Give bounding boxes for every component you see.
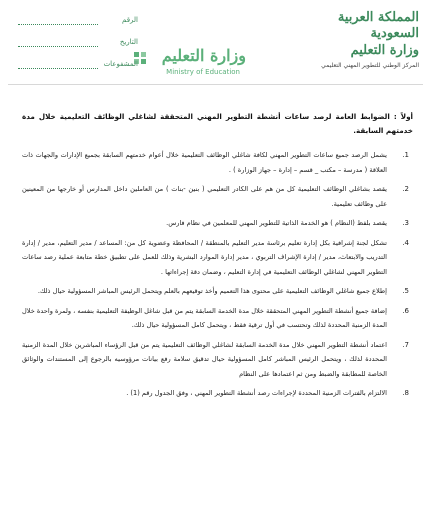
list-item: 7. اعتماد أنشطة التطوير المهني خلال مدة الخدمة السابقة لشاغلي الوظائف التعليمية يتم من قبل الرؤساء المباشرين خلال المدة الزمنية المحددة لذلك ، ويتحمل الرئيس المباشر كامل المسؤولية حيال تدقيق سلامة رفع بيانات مرؤوسيه بالرجوع إلى المستندات والوثائق الخاصة للمطابقة والضبط ومن ثم اعتمادها على النظام — [22, 340, 409, 378]
header-ministry-block — [289, 10, 419, 69]
center-title: المركز الوطني للتطوير المهني التعليمي — [321, 62, 419, 69]
field-date: التاريخ — [18, 34, 138, 56]
logo-arabic-text: وزارة التعليم — [161, 46, 246, 65]
document-body — [22, 110, 413, 406]
ministry-logo — [150, 46, 246, 82]
field-attachments: المشفوعات — [18, 56, 138, 78]
rules-list — [22, 148, 413, 401]
section-heading: أولاً : الضوابط العامة لرصد ساعات أنشطة التطوير المهني المتحققة لشاغلي الوظائف التعليمية خلال مدة خدمتهم السابقة. — [22, 112, 413, 135]
kingdom-title: المملكة العربية السعودية — [337, 10, 419, 41]
list-item: 5. إطلاع جميع شاغلي الوظائف التعليمية على محتوى هذا التعميم وأخذ توقيعهم بالعلم ويتحمل الرئيس المباشر المسؤولية حيال ذلك. — [37, 287, 409, 295]
header-divider — [8, 84, 423, 85]
list-item: 4. تشكل لجنة إشرافية بكل إدارة تعليم برئاسة مدير التعليم بالمنطقة / المحافظة وعضوية كل من: المساعد / مدير التعليم، مدير / إدارة التدريب والابتعاث، مدير / إدارة الإشراف التربوي ، مدير إدارة الموارد البشرية وذلك للعمل على تطبيق خطة متابعة عملية رصد ساعات التطوير المهني لشاغلي الوظائف التعليمية في إدارة التعليم ، وضمان دقة إجراءاتها . — [22, 238, 409, 276]
ministry-title: وزارة التعليم — [350, 43, 419, 58]
list-item: 3. يقصد بلفظ (النظام ) هو الخدمة الذاتية للتطوير المهني للمعلمين في نظام فارس. — [166, 219, 409, 227]
field-number: الرقم — [18, 12, 138, 34]
list-item: 1. يشمل الرصد جميع ساعات التطوير المهني لكافة شاغلي الوظائف التعليمية خلال أعوام خدمتهم السابقة بجميع الإدارات والجهات ذات العلاقة ( مدرسة – مكتب _ قسم – إدارة – جهاز الوزارة ) . — [22, 151, 409, 174]
list-item: 8. الالتزام بالفترات الزمنية المحددة لإجراءات رصد أنشطة التطوير المهني ، وفق الجدول رقم (1) . — [126, 389, 409, 397]
list-item: 6. إضافة جميع أنشطة التطوير المهني المتحققة خلال مدة الخدمة السابقة يتم من قبل شاغل الوظيفة التعليمية بنفسه ، ولمرة واحدة خلال المدة الزمنية المحددة لذلك وتحتسب في أول ترقية فقط ، ويتحمل كامل المسؤولية حيال ذلك. — [21, 306, 409, 329]
logo-english-text: Ministry of Education — [166, 68, 240, 76]
header-reference-fields — [18, 12, 138, 78]
list-item: 2. يقصد بشاغلي الوظائف التعليمية كل من هم على الكادر التعليمي ( بنين -بنات ) من العاملين داخل المدارس أو خارجها من المعينين على وظائف تعليمية. — [22, 185, 409, 208]
